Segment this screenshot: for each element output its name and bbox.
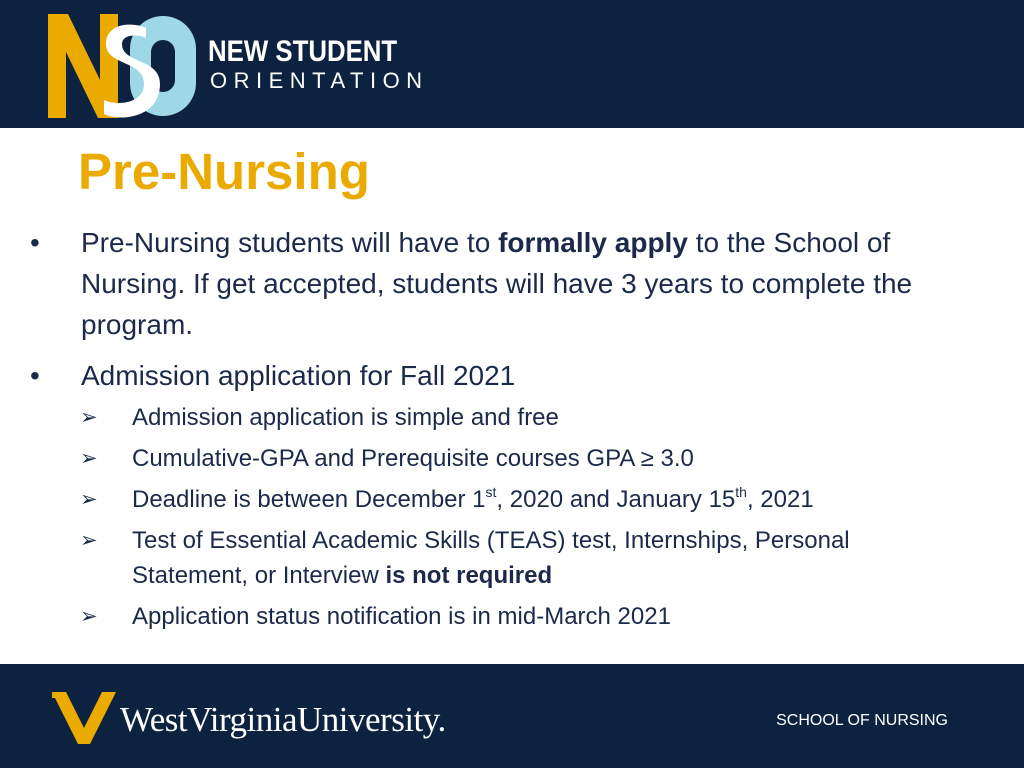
deadline-sup-1: st <box>485 484 497 500</box>
brand-subtitle: ORIENTATION <box>210 68 429 93</box>
school-label: SCHOOL OF NURSING <box>776 712 948 729</box>
deadline-text-3: , 2021 <box>746 486 814 513</box>
flying-wv-logo-icon <box>52 686 116 746</box>
bullet-item-admission: Admission application for Fall 2021 <box>81 360 516 391</box>
arrow-bullet-icon: ➢ <box>80 605 98 628</box>
arrow-bullet-icon: ➢ <box>80 406 98 429</box>
header-bar <box>0 0 1024 128</box>
brand-title: NEW STUDENT <box>208 35 398 68</box>
sub-item-notification: Application status notification is in mid-March 2021 <box>132 603 671 630</box>
sub-item-simple-free: Admission application is simple and free <box>132 404 559 431</box>
sub-item-not-required <box>132 523 912 593</box>
arrow-bullet-icon: ➢ <box>80 488 98 511</box>
nso-logo <box>48 14 200 118</box>
sub-item-gpa: Cumulative-GPA and Prerequisite courses GPA ≥ 3.0 <box>132 445 694 472</box>
deadline-text-1: Deadline is between December 1 <box>132 486 486 513</box>
arrow-bullet-icon: ➢ <box>80 529 98 552</box>
sub-item-deadline <box>132 482 982 517</box>
university-name: WestVirginiaUniversity. <box>120 700 446 739</box>
footer-bar <box>0 664 1024 768</box>
bullet-marker: • <box>30 227 40 258</box>
slide-title: Pre-Nursing <box>78 143 370 200</box>
bullet-item-apply <box>81 222 961 345</box>
not-required-bold: is not required <box>385 562 553 589</box>
arrow-bullet-icon: ➢ <box>80 447 98 470</box>
bullet-text-bold: formally apply <box>498 227 688 258</box>
deadline-sup-2: th <box>735 484 747 500</box>
not-required-text: Test of Essential Academic Skills (TEAS) test, Internships, Personal Statement, or Interview <box>132 527 850 589</box>
bullet-text-before: Pre-Nursing students will have to <box>81 227 499 258</box>
bullet-text-after: to the School of Nursing. If get accepted, students will have 3 years to complete the program. <box>81 227 913 340</box>
bullet-marker: • <box>30 360 40 391</box>
deadline-text-2: , 2020 and January 15 <box>496 486 736 513</box>
